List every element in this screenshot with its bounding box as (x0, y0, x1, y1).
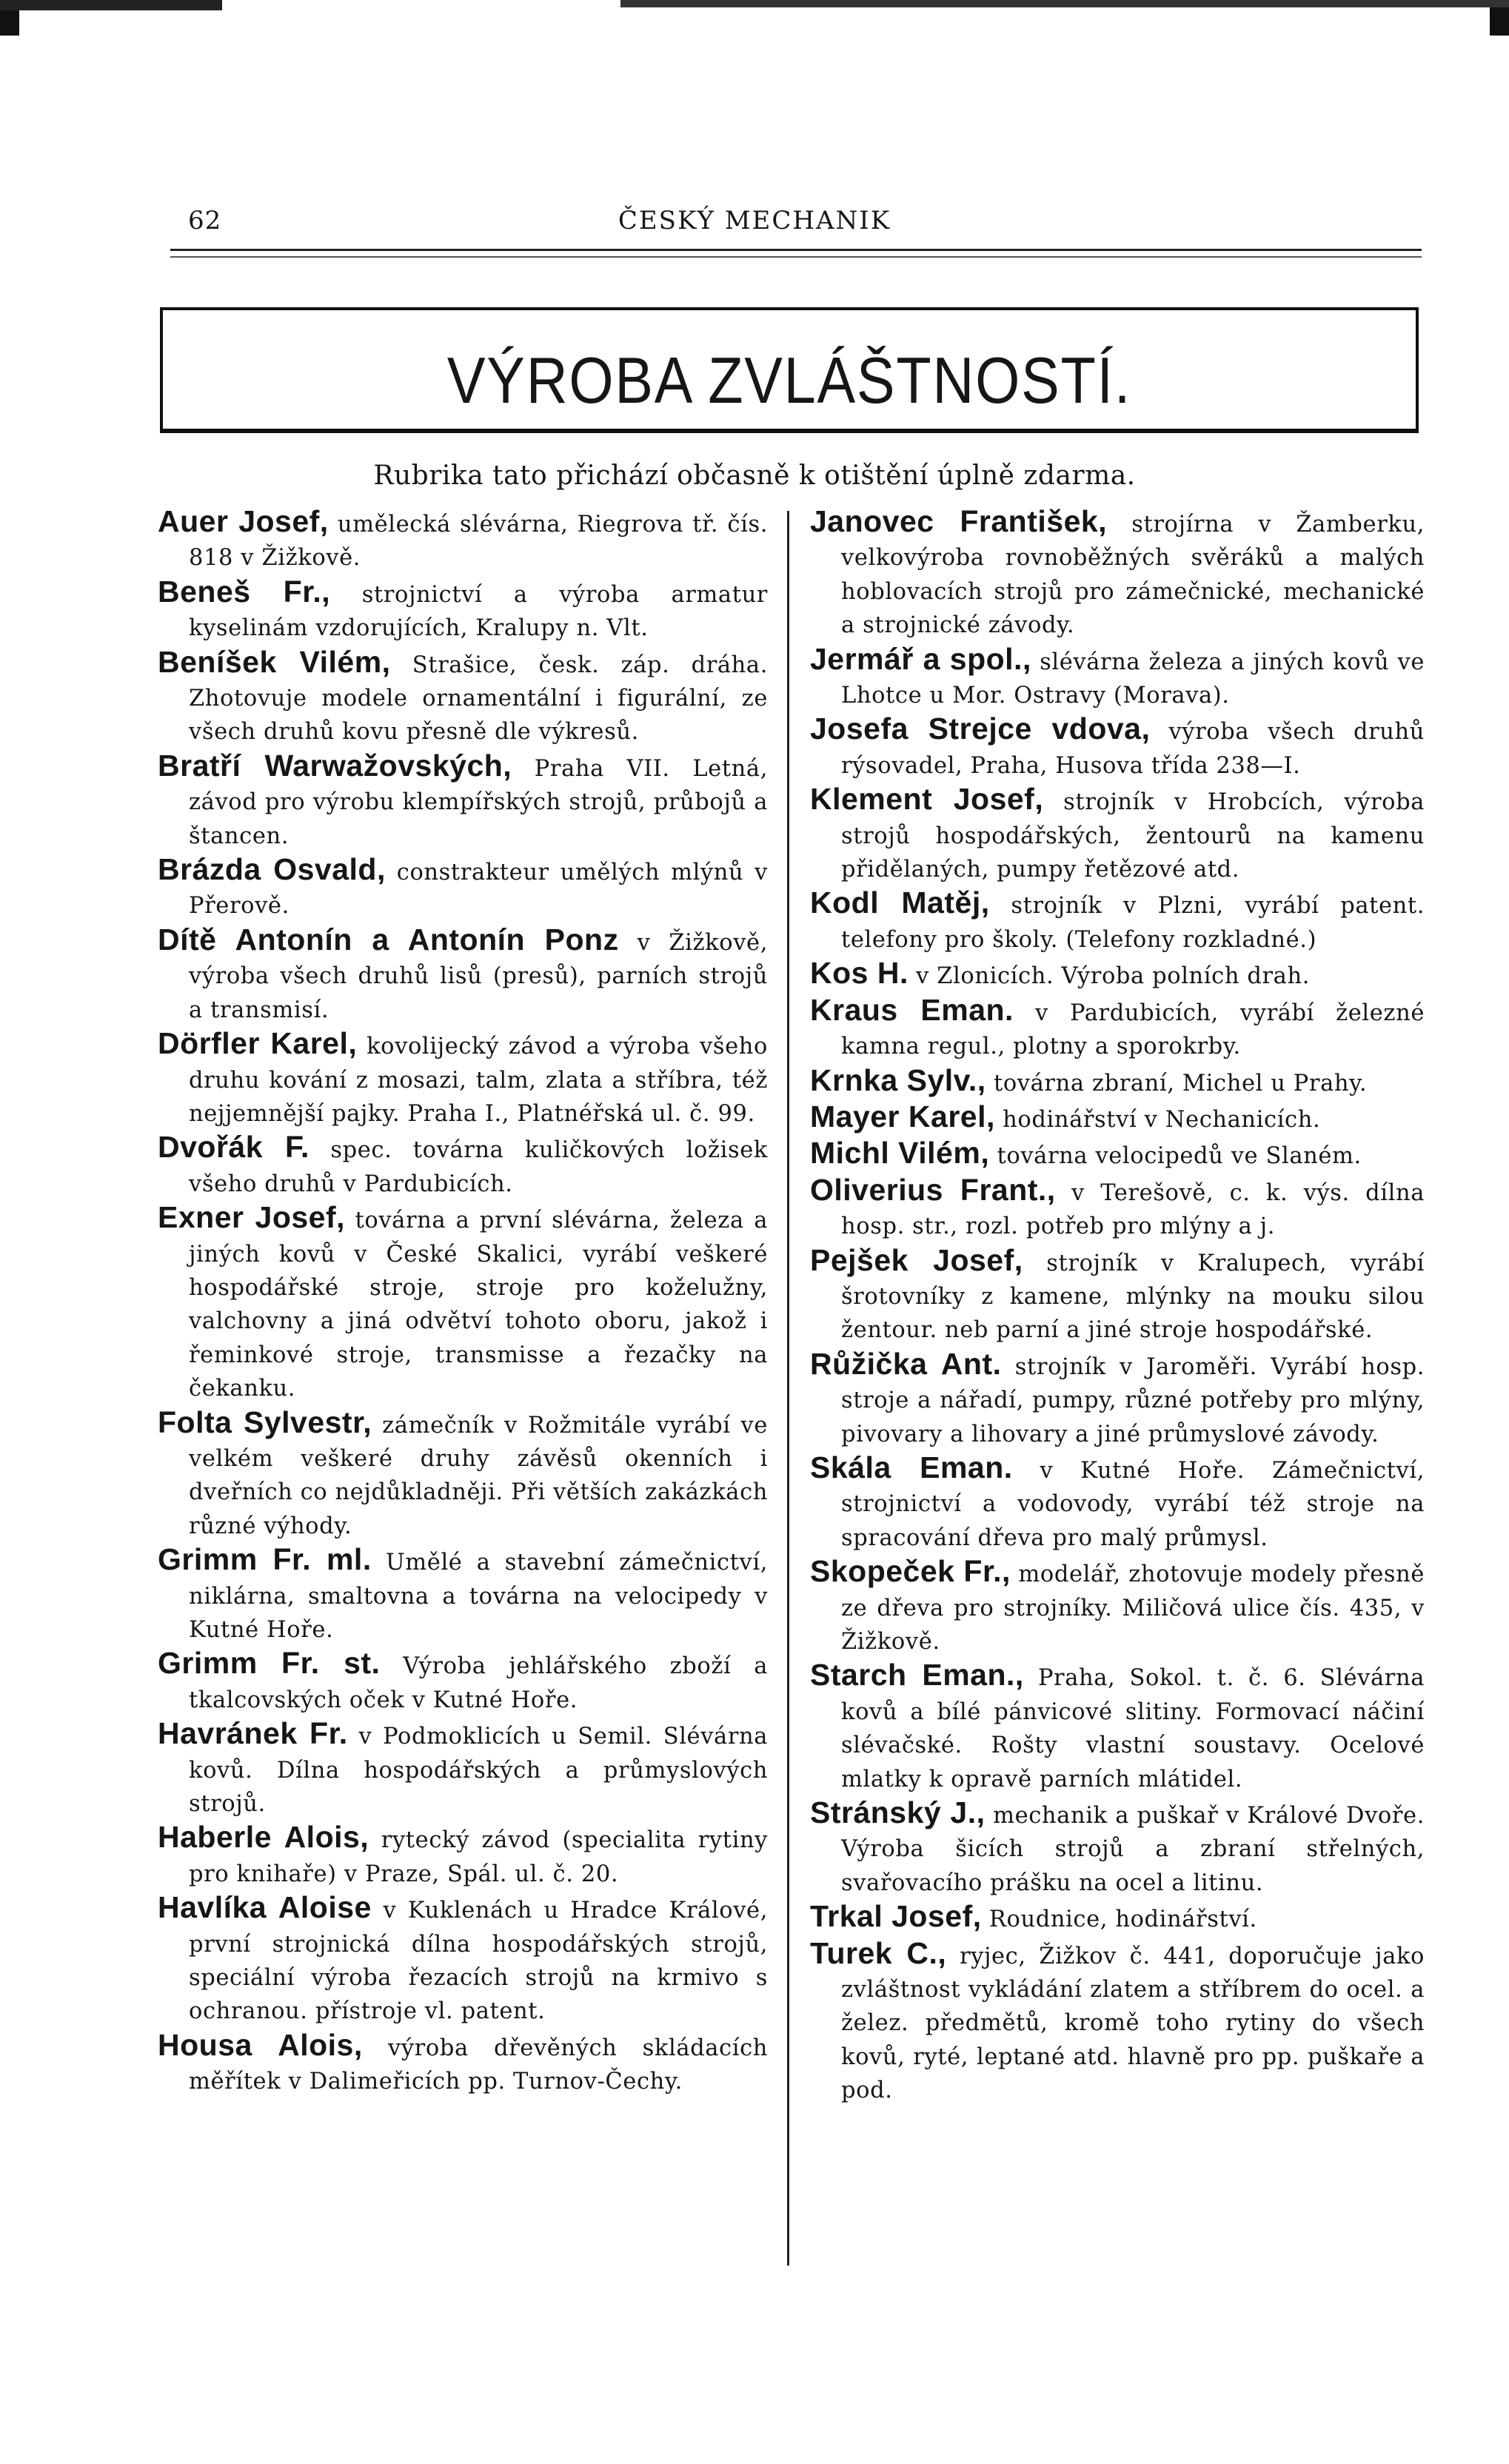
directory-entry (158, 575, 768, 646)
entry-name: Kos H. (810, 956, 909, 991)
directory-entry (810, 783, 1425, 886)
directory-entry (810, 1900, 1425, 1936)
entry-name: Grimm Fr. st. (158, 1646, 381, 1681)
directory-entry (158, 1647, 768, 1717)
directory-entry (810, 1174, 1425, 1244)
entry-description: strojnictví a výroba armatur kyselinám vzdorujících, Kralupy n. Vlt. (189, 581, 768, 642)
entry-description: strojník v Hrobcích, výroba strojů hospodářských, žentourů na kamenu přidělaných, pumpy řetězové atd. (841, 789, 1425, 883)
entry-name: Beneš Fr., (158, 574, 331, 609)
directory-entry (158, 1131, 768, 1201)
directory-entry (810, 994, 1425, 1064)
directory-entry (158, 2029, 768, 2099)
entry-description: Roudnice, hodinářství. (988, 1906, 1257, 1933)
entry-description: kovolijecký závod a výroba všeho druhu kování z mosazi, talm, zlata a stříbra, též nejjemnější pajky. Praha I., Platnéřská ul. č. 99. (189, 1034, 768, 1127)
entry-name: Auer Josef, (158, 504, 329, 538)
entry-name: Pejšek Josef, (810, 1242, 1023, 1277)
scan-edge-left (0, 0, 222, 10)
entry-name: Folta Sylvestr, (158, 1405, 372, 1439)
directory-entry (158, 853, 768, 923)
entry-name: Krnka Sylv., (810, 1062, 986, 1097)
entry-description: spec. továrna kuličkových ložisek všeho druhů v Pardubicích. (189, 1137, 768, 1197)
entry-description: v Pardubicích, vyrábí železné kamna regul., plotny a sporokrby. (841, 1000, 1425, 1060)
directory-entry (158, 1717, 768, 1821)
directory-entry (158, 505, 768, 575)
entry-description: modelář, zhotovuje modely přesně ze dřeva pro strojníky. Miličová ulice čís. 435, v Žižkově. (841, 1561, 1425, 1655)
header-rule-thin (170, 256, 1422, 258)
entry-description: továrna zbraní, Michel u Prahy. (993, 1070, 1368, 1097)
directory-entry (158, 1406, 768, 1544)
directory-entry (158, 749, 768, 853)
entry-name: Trkal Josef, (810, 1899, 982, 1934)
entry-name: Skopeček Fr., (810, 1554, 1011, 1589)
directory-entry (810, 1555, 1425, 1658)
entry-name: Mayer Karel, (810, 1099, 995, 1134)
entry-name: Janovec František, (810, 504, 1108, 538)
entry-description: Praha, Sokol. t. č. 6. Slévárna kovů a bílé pánvicové slitiny. Formovací náčiní slévačské. Rošty vlastní soustavy. Ocelové mlatky k opravě parních mlátidel. (841, 1665, 1425, 1792)
entry-name: Jermář a spol., (810, 641, 1031, 676)
running-head: ČESKÝ MECHANIK (618, 206, 891, 235)
entry-name: Josefa Strejce vdova, (810, 712, 1151, 746)
entry-name: Housa Alois, (158, 2027, 363, 2062)
entry-name: Grimm Fr. ml. (158, 1542, 372, 1577)
page-number: 62 (188, 206, 222, 235)
entry-name: Turek C., (810, 1935, 947, 1970)
entry-description: výroba všech druhů rýsovadel, Praha, Husova třída 238—I. (841, 719, 1425, 779)
entry-description: v Zlonicích. Výroba polních drah. (916, 963, 1310, 990)
entry-name: Kraus Eman. (810, 992, 1014, 1027)
entry-description: strojník v Plzni, vyrábí patent. telefony pro školy. (Telefony rozkladné.) (841, 893, 1425, 953)
title-box (160, 307, 1419, 433)
directory-entry (810, 957, 1425, 993)
column-divider (787, 511, 789, 2266)
directory-entry (158, 1201, 768, 1405)
entry-name: Skála Eman. (810, 1450, 1013, 1484)
entry-description: v Kutné Hoře. Zámečnictví, strojnictví a vodovody, vyrábí též stroje na spracování dřeva pro malý průmysl. (841, 1457, 1425, 1551)
entry-description: Praha VII. Letná, závod pro výrobu klempířských strojů, průbojů a štancen. (189, 755, 769, 849)
header-rule (170, 249, 1422, 251)
entry-description: mechanik a puškař v Králové Dvoře. Výroba šicích strojů a zbraní střelných, svařovacího prášku na ocel a litinu. (841, 1803, 1425, 1896)
entry-name: Růžička Ant. (810, 1346, 1002, 1381)
directory-entry (158, 1543, 768, 1647)
directory-entry (158, 1027, 768, 1131)
section-title: VÝROBA ZVLÁŠTNOSTÍ. (446, 344, 1132, 417)
directory-entry (810, 712, 1425, 783)
directory-entry (158, 646, 768, 749)
entry-description: v Terešově, c. k. výs. dílna hosp. str., rozl. potřeb pro mlýny a j. (841, 1179, 1425, 1240)
entry-name: Dvořák F. (158, 1130, 310, 1165)
entry-description: rytecký závod (specialita rytiny pro knihaře) v Praze, Spál. ul. č. 20. (189, 1827, 769, 1887)
section-note: Rubrika tato přichází občasně k otištění úplně zdarma. (373, 461, 1136, 491)
entry-description: ryjec, Žižkov č. 441, doporučuje jako zvláštnost vykládání zlatem a stříbrem do ocel. a želez. předmětů, kromě toho rytiny do všech kovů, ryté, leptané atd. hlavně pro pp. puškaře a pod. (841, 1943, 1425, 2104)
entry-description: továrna a první slévárna, železa a jiných kovů v České Skalici, vyrábí veškeré hospodářské stroje, stroje pro koželužny, valchovny a jiná odvětví tohoto oboru, jakož i řeminkové stroje, transmisse a řezačky na čekanku. (189, 1208, 768, 1402)
directory-entry (810, 886, 1425, 957)
scan-edge-right (620, 0, 1509, 7)
directory-entry (810, 1100, 1425, 1136)
entry-description: slévárna železa a jiných kovů ve Lhotce u Mor. Ostravy (Morava). (841, 649, 1425, 709)
directory-entry (810, 1064, 1425, 1100)
directory-entry (810, 1244, 1425, 1348)
entry-name: Dítě Antonín a Antonín Ponz (158, 922, 619, 957)
entry-description: hodinářství v Nechanicích. (1003, 1106, 1321, 1133)
entry-description: Strašice, česk. záp. dráha. Zhotovuje modele ornamentální i figurální, ze všech druhů kovu přesně dle výkresů. (189, 652, 769, 746)
entry-description: umělecká slévárna, Riegrova tř. čís. 818 v Žižkově. (189, 512, 768, 572)
directory-entry (158, 1821, 768, 1891)
entry-name: Kodl Matěj, (810, 886, 990, 920)
directory-entry (158, 1891, 768, 2029)
entry-description: constrakteur umělých mlýnů v Přerově. (189, 860, 769, 920)
entry-description: v Žižkově, výroba všech druhů lisů (presů), parních strojů a transmisí. (189, 929, 768, 1023)
entry-name: Beníšek Vilém, (158, 644, 391, 679)
entry-description: v Podmoklicích u Semil. Slévárna kovů. Dílna hospodářských a průmyslových strojů. (189, 1724, 769, 1818)
right-column (810, 505, 1425, 2108)
directory-entry (810, 643, 1425, 713)
entry-name: Dörfler Karel, (158, 1026, 358, 1061)
entry-name: Starch Eman., (810, 1658, 1024, 1693)
entry-description: Umělé a stavební zámečnictví, niklárna, smaltovna a továrna na velocipedy v Kutné Hoře. (189, 1550, 768, 1643)
entry-name: Havlíka Aloise (158, 1890, 372, 1925)
entry-name: Exner Josef, (158, 1200, 346, 1235)
entry-name: Oliverius Frant., (810, 1172, 1056, 1207)
directory-entry (810, 1136, 1425, 1173)
entry-description: zámečník v Rožmitále vyrábí ve velkém veškeré druhy závěsů okenních i dveřních co nejdůkladněji. Při větších zakázkách různé výhody. (189, 1412, 769, 1539)
directory-entry (810, 1796, 1425, 1900)
directory-entry (810, 1451, 1425, 1555)
directory-entry (810, 1937, 1425, 2108)
entry-name: Stránský J., (810, 1795, 986, 1830)
entry-description: strojník v Jaroměři. Vyrábí hosp. stroje a nářadí, pumpy, různé potřeby pro mlýny, pivovary a lihovary a jiné průmyslové závody. (841, 1353, 1425, 1447)
entry-description: strojník v Kralupech, vyrábí šrotovníky z kamene, mlýnky na mouku silou žentour. neb parní a jiné stroje hospodářské. (841, 1250, 1425, 1344)
entry-name: Michl Vilém, (810, 1136, 990, 1171)
entry-description: továrna velocipedů ve Slaném. (997, 1143, 1362, 1170)
directory-entry (810, 505, 1425, 643)
entry-name: Haberle Alois, (158, 1820, 369, 1855)
directory-entry (810, 1658, 1425, 1796)
entry-description: v Kuklenách u Hradce Králové, první strojnická dílna hospodářských strojů, speciální výroba řezacích strojů na krmivo s ochranou. přístroje vl. patent. (189, 1898, 768, 2025)
entry-description: Výroba jehlářského zboží a tkalcovských oček v Kutné Hoře. (189, 1653, 768, 1713)
entry-name: Brázda Osvald, (158, 852, 386, 887)
entry-name: Havránek Fr. (158, 1716, 348, 1751)
left-column (158, 505, 768, 2099)
entry-name: Klement Josef, (810, 782, 1044, 817)
entry-description: strojírna v Žamberku, velkovýroba rovnoběžných svěráků a malých hoblovacích strojů pro zámečnické, mechanické a strojnické závody. (841, 512, 1425, 639)
directory-entry (810, 1348, 1425, 1451)
entry-description: výroba dřevěných skládacích měřítek v Dalimeřicích pp. Turnov-Čechy. (189, 2035, 768, 2095)
entry-name: Bratří Warwažovských, (158, 748, 512, 783)
directory-entry (158, 923, 768, 1027)
